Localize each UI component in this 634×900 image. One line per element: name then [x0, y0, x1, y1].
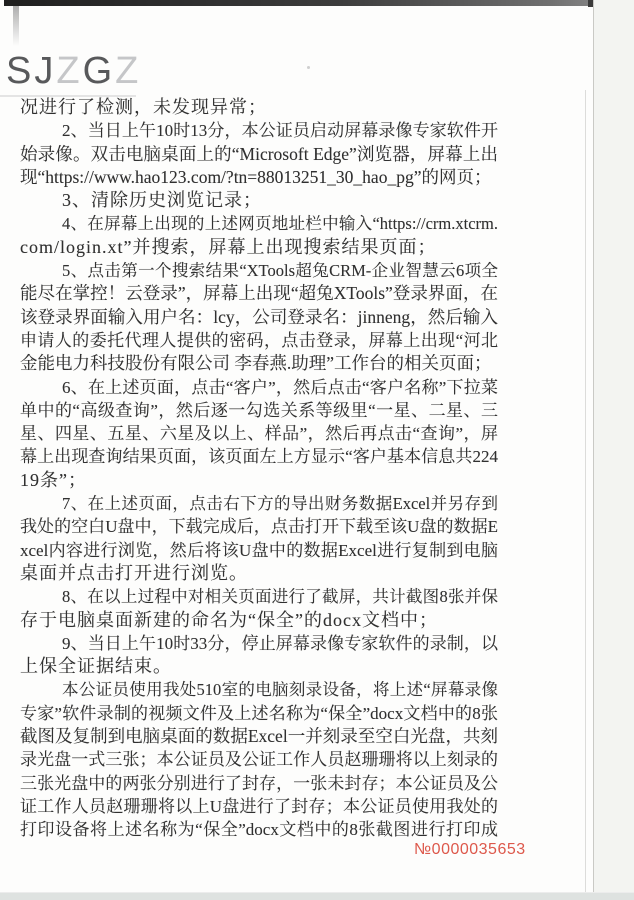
text-line: 桌面并点击打开进行浏览。: [20, 562, 248, 583]
text-line: 况进行了检测，未发现异常；: [20, 97, 267, 117]
text-line: 截图及复制到电脑桌面的数据Excel一并刻录至空白光盘，共刻: [20, 726, 498, 747]
text-line: 存于电脑桌面新建的命名为“保全”的docx文档中；: [20, 609, 438, 630]
page-edge-strip: [593, 0, 634, 900]
scan-speck: [307, 66, 310, 69]
text-line: 4、在屏幕上出现的上述网页地址栏中输入“https://crm.xtcrm.: [62, 214, 498, 234]
text-line: 该登录界面输入用户名：lcy，公司登录名：jinneng，然后输入: [20, 306, 498, 327]
sjzgz-watermark: [6, 50, 141, 92]
text-line: 幕上出现查询结果页面，该页面左上方显示“客户基本信息共224: [20, 447, 498, 467]
text-line: 3、清除历史浏览记录；: [62, 190, 262, 211]
watermark-letter: J: [34, 50, 57, 92]
text-line: 始录像。双击电脑桌面上的“Microsoft Edge”浏览器，屏幕上出: [20, 143, 498, 164]
text-line: 星、四星、五星、六星及以上、样品”，然后再点击“查询”，屏: [20, 424, 498, 444]
text-line: 7、在上述页面，点击右下方的导出财务数据Excel并另存到: [62, 494, 498, 514]
scanner-bottom-band: [0, 892, 634, 900]
text-line: 专家”软件录制的视频文件及上述名称为“保全”docx文档中的8张: [20, 703, 498, 723]
text-line: com/login.xt”并搜索，屏幕上出现搜索结果页面；: [20, 236, 437, 257]
text-line: 我处的空白U盘中，下载完成后，点击打开下载至该U盘的数据E: [20, 517, 498, 537]
watermark-letter: S: [6, 50, 35, 92]
text-line: 能尽在掌控！云登录”，屏幕上出现“超兔XTools”登录界面，在: [20, 283, 498, 304]
text-line: 8、在以上过程中对相关页面进行了截屏，共计截图8张并保: [62, 587, 498, 607]
text-line: 9、当日上午10时33分，停止屏幕录像专家软件的录制，以: [62, 633, 498, 653]
text-line: 本公证员使用我处510室的电脑刻录设备，将上述“屏幕录像: [62, 680, 498, 700]
text-line: 三张光盘中的两张分别进行了封存，一张未封存；本公证员及公: [20, 773, 498, 793]
watermark-letter: G: [82, 50, 116, 92]
text-line: 金能电力科技股份有限公司 李春燕.助理”工作台的相关页面；: [20, 353, 492, 374]
scanner-left-smudge-artifact: [13, 6, 19, 46]
text-line: 证工作人员赵珊珊将以上U盘进行了封存；本公证员使用我处的: [20, 796, 498, 816]
scanner-top-edge-artifact: [4, 0, 610, 6]
text-line: 打印设备将上述名称为“保全”docx文档中的8张截图进行打印成: [20, 820, 498, 840]
text-line: 5、点击第一个搜索结果“XTools超兔CRM-企业智慧云6项全: [62, 261, 498, 281]
text-line: 6、在上述页面，点击“客户”，然后点击“客户名称”下拉菜: [62, 377, 498, 397]
page-fold-line: [585, 90, 586, 900]
text-line: 19条”；: [20, 469, 87, 490]
watermark-letter: Z: [115, 50, 142, 92]
text-line: 单中的“高级查询”，然后逐一勾选关系等级里“一星、二星、三: [20, 400, 498, 420]
watermark-letter: Z: [56, 50, 83, 92]
text-line: 2、当日上午10时13分，本公证员启动屏幕录像专家软件开: [62, 121, 498, 141]
text-line: 申请人的委托代理人提供的密码，点击登录，屏幕上出现“河北: [20, 330, 498, 350]
text-line: 现“https://www.hao123.com/?tn=88013251_30_hao_pg”的网页；: [20, 166, 492, 187]
serial-number: №0000035653: [414, 841, 526, 858]
text-line: 录光盘一式三张；本公证员及公证工作人员赵珊珊将以上刻录的: [20, 750, 498, 770]
document-body-text: [20, 96, 498, 842]
text-line: 上保全证据结束。: [20, 656, 172, 677]
text-line: xcel内容进行浏览，然后将该U盘中的数据Excel进行复制到电脑: [20, 540, 498, 560]
